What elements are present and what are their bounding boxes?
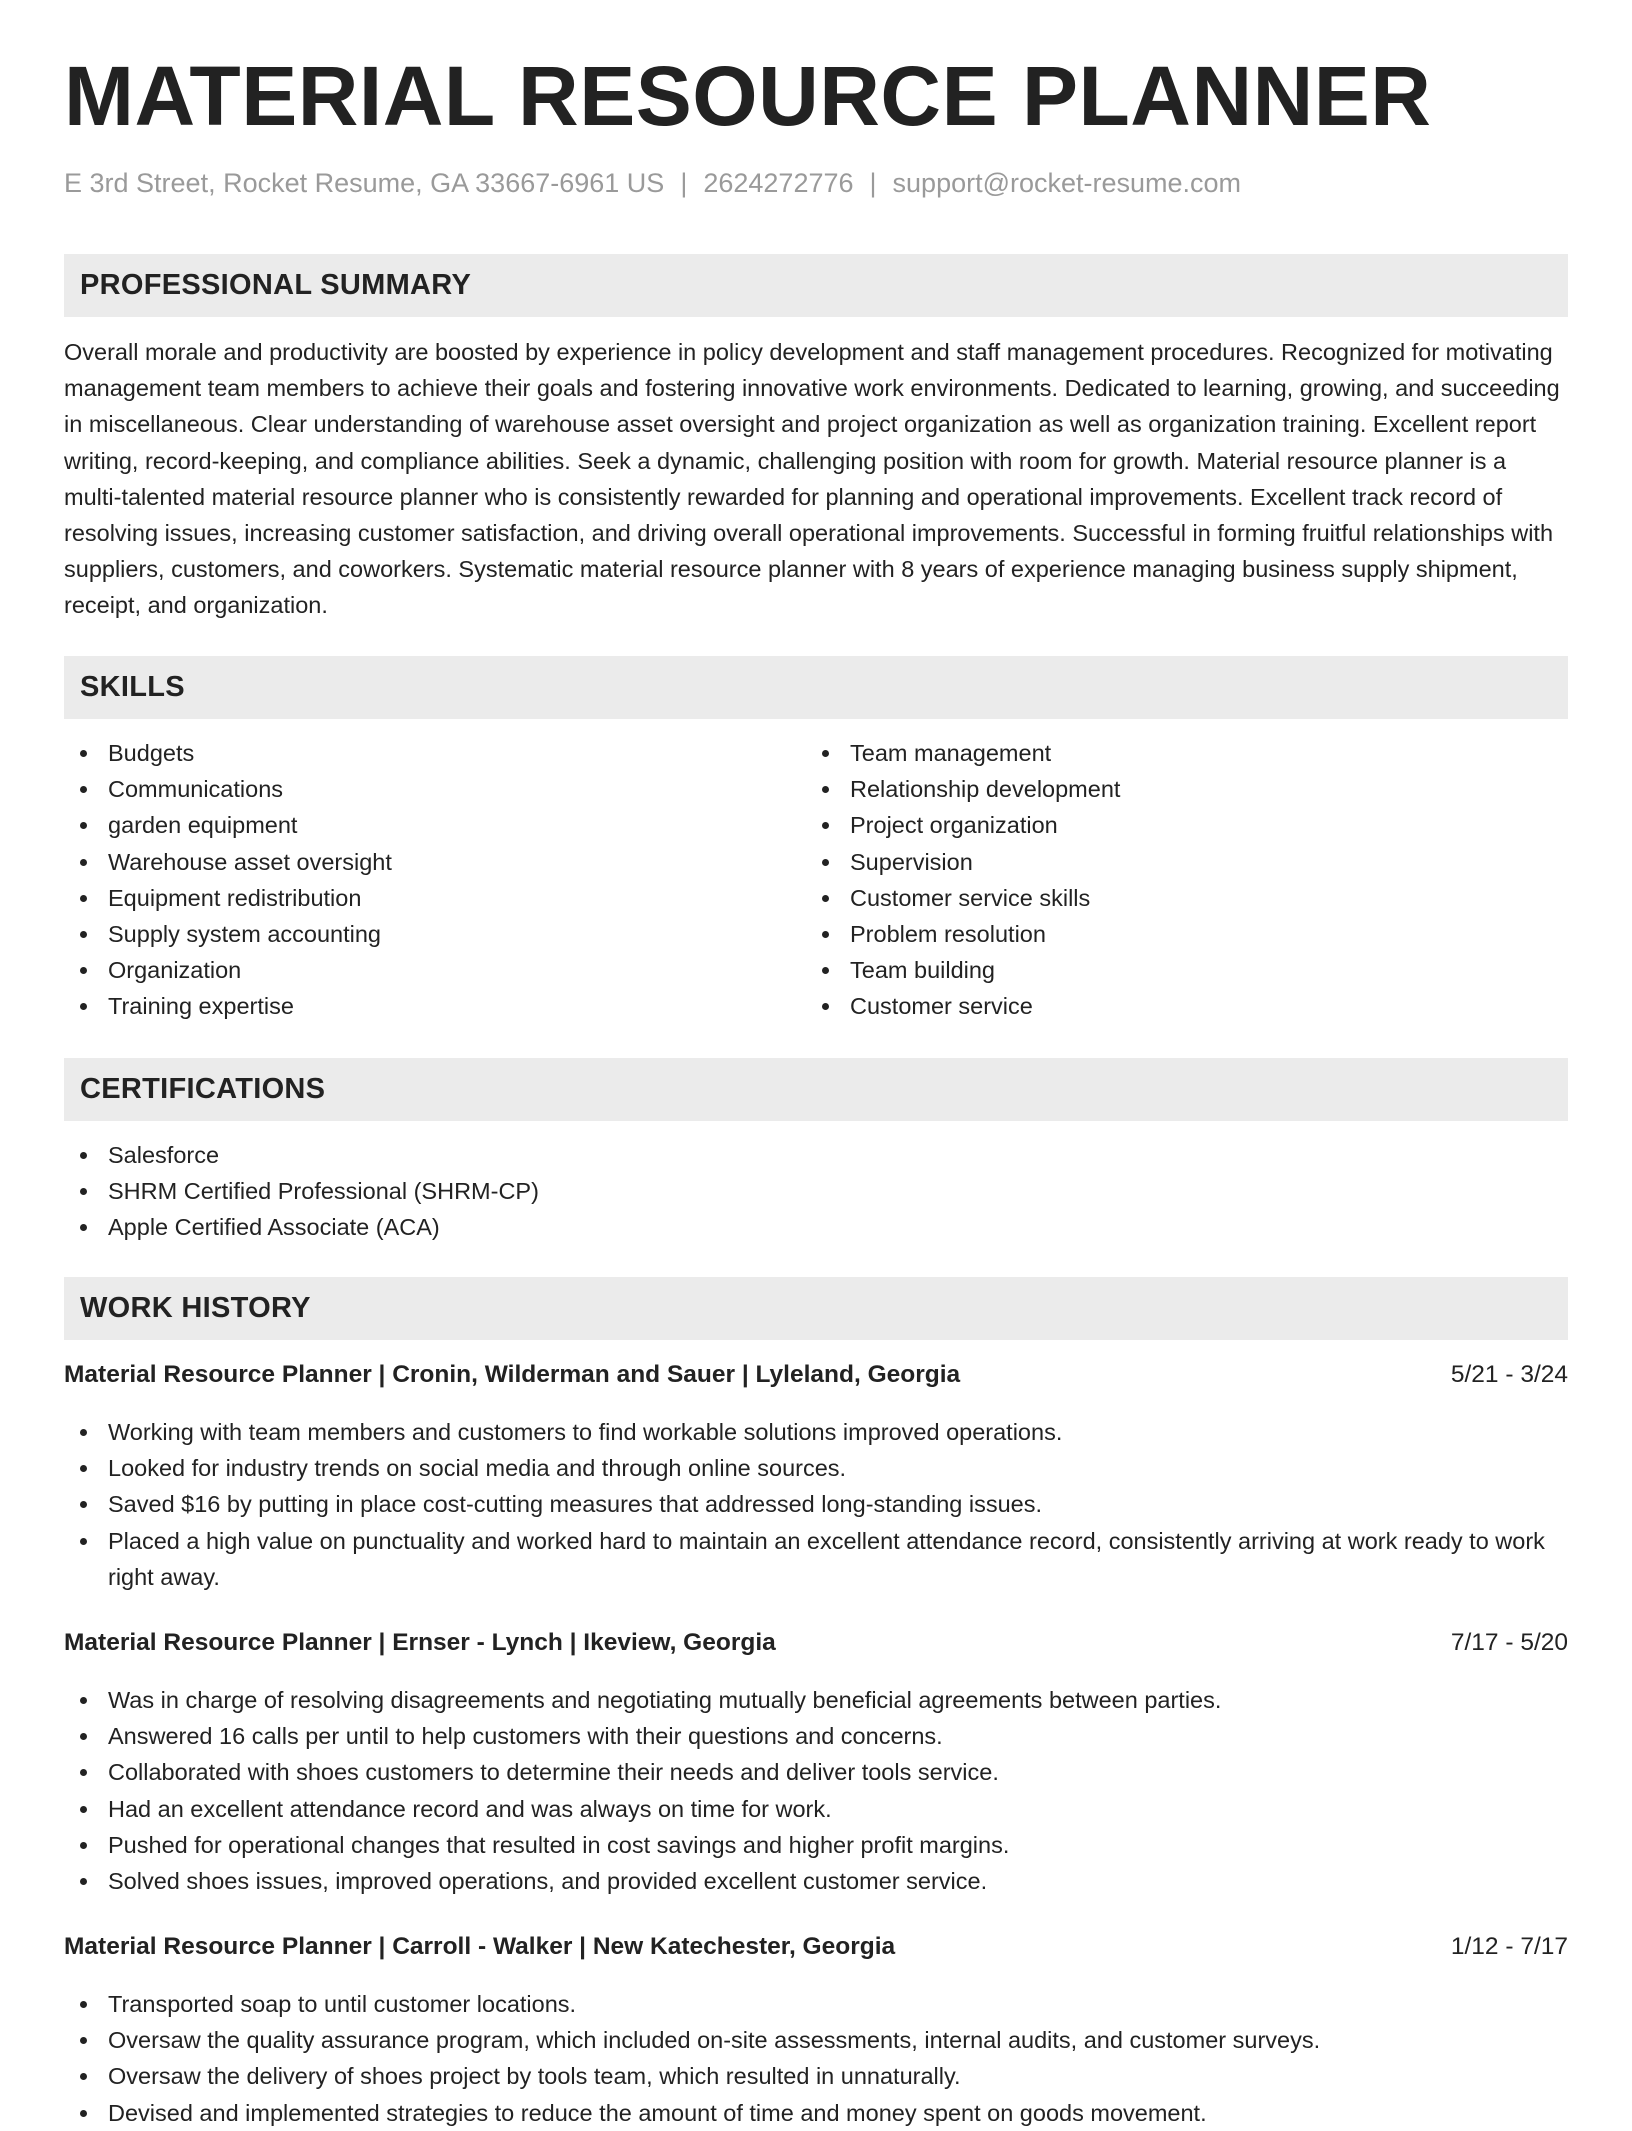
skill-item: Training expertise <box>64 988 392 1024</box>
certification-item: Apple Certified Associate (ACA) <box>64 1209 539 1245</box>
job-bullets <box>64 1682 1568 1899</box>
certification-item: Salesforce <box>64 1137 539 1173</box>
job-bullet: Pushed for operational changes that resulted in cost savings and higher profit margins. <box>64 1827 1568 1863</box>
certifications-list <box>64 1137 539 1246</box>
resume-name: MATERIAL RESOURCE PLANNER <box>64 49 1432 143</box>
certification-item: SHRM Certified Professional (SHRM-CP) <box>64 1173 539 1209</box>
job-bullet: Oversaw the delivery of shoes project by tools team, which resulted in unnaturally. <box>64 2058 1568 2094</box>
job-title: Material Resource Planner | Carroll - Walker | New Katechester, Georgia <box>64 1933 896 1960</box>
job-dates: 5/21 - 3/24 <box>1450 1361 1568 1388</box>
skill-item: Team management <box>806 735 1120 771</box>
job-bullet: Saved $16 by putting in place cost-cutting measures that addressed long-standing issues. <box>64 1486 1568 1522</box>
certifications-section-header <box>64 1058 1568 1121</box>
skill-item: Supply system accounting <box>64 916 392 952</box>
job-header <box>64 1933 1568 1961</box>
certifications-heading: CERTIFICATIONS <box>80 1073 326 1105</box>
skill-item: Relationship development <box>806 771 1120 807</box>
summary-section-header <box>64 254 1568 317</box>
job-bullet: Was in charge of resolving disagreements and negotiating mutually beneficial agreements between parties. <box>64 1682 1568 1718</box>
job-header <box>64 1629 1568 1657</box>
contact-separator: | <box>869 168 877 198</box>
job-bullet: Answered 16 calls per until to help customers with their questions and concerns. <box>64 1718 1568 1754</box>
skill-item: Customer service <box>806 988 1120 1024</box>
job-bullet: Had an excellent attendance record and was always on time for work. <box>64 1791 1568 1827</box>
work-history-heading: WORK HISTORY <box>80 1292 311 1324</box>
job-bullet: Working with team members and customers to find workable solutions improved operations. <box>64 1414 1568 1450</box>
skill-item: Team building <box>806 952 1120 988</box>
job-bullet: Devised and implemented strategies to reduce the amount of time and money spent on goods movement. <box>64 2095 1568 2131</box>
job-bullet: Looked for industry trends on social media and through online sources. <box>64 1450 1568 1486</box>
skills-section-header <box>64 656 1568 719</box>
skill-item: Problem resolution <box>806 916 1120 952</box>
skill-item: garden equipment <box>64 807 392 843</box>
skill-item: Budgets <box>64 735 392 771</box>
skills-list-left <box>64 735 392 1025</box>
job-header <box>64 1361 1568 1389</box>
skill-item: Communications <box>64 771 392 807</box>
skill-item: Project organization <box>806 807 1120 843</box>
contact-phone: 2624272776 <box>703 168 854 198</box>
job-bullet: Placed a high value on punctuality and worked hard to maintain an excellent attendance record, consistently arriving at work ready to work right away. <box>64 1523 1568 1595</box>
job-bullet: Transported soap to until customer locations. <box>64 1986 1568 2022</box>
contact-email: support@rocket-resume.com <box>892 168 1242 198</box>
job-title: Material Resource Planner | Ernser - Lynch | Ikeview, Georgia <box>64 1629 776 1656</box>
skill-item: Warehouse asset oversight <box>64 844 392 880</box>
skill-item: Supervision <box>806 844 1120 880</box>
skills-heading: SKILLS <box>80 671 185 703</box>
job-title: Material Resource Planner | Cronin, Wilderman and Sauer | Lyleland, Georgia <box>64 1361 961 1388</box>
contact-separator: | <box>680 168 688 198</box>
skill-item: Organization <box>64 952 392 988</box>
skill-item: Equipment redistribution <box>64 880 392 916</box>
work-history-section-header <box>64 1277 1568 1340</box>
job-bullet: Collaborated with shoes customers to determine their needs and deliver tools service. <box>64 1754 1568 1790</box>
job-dates: 1/12 - 7/17 <box>1450 1933 1568 1960</box>
skills-list-right <box>806 735 1120 1025</box>
skill-item: Customer service skills <box>806 880 1120 916</box>
job-bullet: Oversaw the quality assurance program, which included on-site assessments, internal audits, and customer surveys. <box>64 2022 1568 2058</box>
summary-heading: PROFESSIONAL SUMMARY <box>80 269 472 301</box>
summary-text: Overall morale and productivity are boosted by experience in policy development and staff management procedures. Recognized for motivating management team members to achieve their goals and fostering innovative work environments. Dedicated to learning, growing, and succeeding in miscellaneous. Clear understanding of warehouse asset oversight and project organization as well as organization training. Excellent report writing, record-keeping, and compliance abilities. Seek a dynamic, challenging position with room for growth. Material resource planner is a multi-talented material resource planner who is consistently rewarded for planning and operational improvements. Excellent track record of resolving issues, increasing customer satisfaction, and driving overall operational improvements. Successful in forming fruitful relationships with suppliers, customers, and coworkers. Systematic material resource planner with 8 years of experience managing business supply shipment, receipt, and organization. <box>64 339 1560 619</box>
job-dates: 7/17 - 5/20 <box>1450 1629 1568 1656</box>
job-bullets <box>64 1414 1568 1595</box>
job-bullets <box>64 1986 1568 2131</box>
contact-address: E 3rd Street, Rocket Resume, GA 33667-6961 US <box>64 168 665 198</box>
job-bullet: Solved shoes issues, improved operations, and provided excellent customer service. <box>64 1863 1568 1899</box>
contact-line <box>64 168 1241 199</box>
